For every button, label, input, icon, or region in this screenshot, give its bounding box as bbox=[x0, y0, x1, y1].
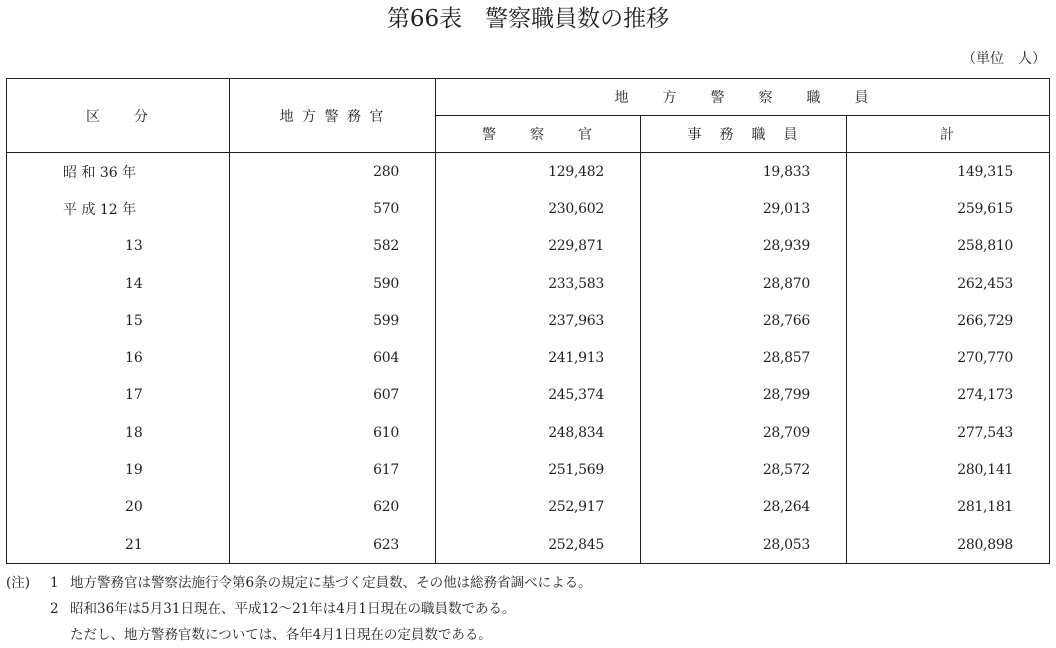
footnote-number: 1 bbox=[50, 575, 59, 591]
staff-table bbox=[6, 78, 1050, 564]
cell-police-officer: 233,583 bbox=[436, 265, 641, 302]
cell-police-officer: 129,482 bbox=[436, 153, 641, 191]
cell-admin-staff: 29,013 bbox=[641, 190, 847, 227]
cell-total: 277,543 bbox=[847, 414, 1050, 451]
cell-admin-staff: 28,709 bbox=[641, 414, 847, 451]
cell-local-officer: 590 bbox=[230, 265, 436, 302]
cell-police-officer: 245,374 bbox=[436, 377, 641, 414]
cell-admin-staff: 19,833 bbox=[641, 153, 847, 191]
cell-admin-staff: 28,870 bbox=[641, 265, 847, 302]
table-row bbox=[7, 414, 1050, 451]
cell-local-officer: 570 bbox=[230, 190, 436, 227]
footnote-2 bbox=[6, 596, 592, 622]
cell-total: 280,898 bbox=[847, 526, 1050, 564]
cell-total: 281,181 bbox=[847, 489, 1050, 526]
cell-local-officer: 599 bbox=[230, 302, 436, 339]
cell-admin-staff: 28,766 bbox=[641, 302, 847, 339]
table-row bbox=[7, 302, 1050, 339]
table-row bbox=[7, 377, 1050, 414]
cell-police-officer: 251,569 bbox=[436, 451, 641, 488]
cell-admin-staff: 28,857 bbox=[641, 339, 847, 376]
unit-label: （単位 人） bbox=[962, 51, 1046, 67]
row-year-label: 14 bbox=[7, 265, 230, 302]
cell-police-officer: 248,834 bbox=[436, 414, 641, 451]
cell-local-officer: 623 bbox=[230, 526, 436, 564]
header-total: 計 bbox=[847, 116, 1050, 153]
cell-police-officer: 237,963 bbox=[436, 302, 641, 339]
cell-local-officer: 610 bbox=[230, 414, 436, 451]
footnote-text: 昭和36年は5月31日現在、平成12～21年は4月1日現在の職員数である。 bbox=[70, 601, 516, 617]
table-row bbox=[7, 489, 1050, 526]
cell-police-officer: 252,917 bbox=[436, 489, 641, 526]
cell-total: 258,810 bbox=[847, 228, 1050, 265]
cell-admin-staff: 28,939 bbox=[641, 228, 847, 265]
footnote-1 bbox=[6, 570, 592, 596]
row-year-label: 19 bbox=[7, 451, 230, 488]
header-police-officer: 警 察 官 bbox=[436, 116, 641, 153]
cell-total: 262,453 bbox=[847, 265, 1050, 302]
cell-total: 149,315 bbox=[847, 153, 1050, 191]
table-body bbox=[7, 153, 1050, 564]
header-local-officer: 地 方 警 務 官 bbox=[230, 79, 436, 153]
row-year-label: 13 bbox=[7, 228, 230, 265]
row-year-label: 平 成 12 年 bbox=[7, 190, 230, 227]
cell-total: 270,770 bbox=[847, 339, 1050, 376]
cell-police-officer: 241,913 bbox=[436, 339, 641, 376]
cell-local-officer: 607 bbox=[230, 377, 436, 414]
cell-admin-staff: 28,264 bbox=[641, 489, 847, 526]
row-year-label: 昭 和 36 年 bbox=[7, 153, 230, 191]
cell-local-officer: 280 bbox=[230, 153, 436, 191]
cell-local-officer: 582 bbox=[230, 228, 436, 265]
table-row bbox=[7, 265, 1050, 302]
header-category: 区 分 bbox=[7, 79, 230, 153]
table-row bbox=[7, 451, 1050, 488]
cell-police-officer: 230,602 bbox=[436, 190, 641, 227]
cell-total: 280,141 bbox=[847, 451, 1050, 488]
cell-admin-staff: 28,799 bbox=[641, 377, 847, 414]
row-year-label: 18 bbox=[7, 414, 230, 451]
cell-total: 259,615 bbox=[847, 190, 1050, 227]
row-year-label: 21 bbox=[7, 526, 230, 564]
cell-admin-staff: 28,053 bbox=[641, 526, 847, 564]
cell-admin-staff: 28,572 bbox=[641, 451, 847, 488]
cell-local-officer: 604 bbox=[230, 339, 436, 376]
table-row bbox=[7, 153, 1050, 191]
footnote-number: 2 bbox=[50, 601, 59, 617]
cell-police-officer: 252,845 bbox=[436, 526, 641, 564]
cell-police-officer: 229,871 bbox=[436, 228, 641, 265]
header-local-staff: 地 方 警 察 職 員 bbox=[436, 79, 1050, 116]
cell-total: 266,729 bbox=[847, 302, 1050, 339]
page-title: 第66表 警察職員数の推移 bbox=[386, 6, 670, 32]
footnote-2-continuation: ただし、地方警務官数については、各年4月1日現在の定員数である。 bbox=[70, 627, 492, 643]
row-year-label: 17 bbox=[7, 377, 230, 414]
cell-total: 274,173 bbox=[847, 377, 1050, 414]
cell-local-officer: 617 bbox=[230, 451, 436, 488]
cell-local-officer: 620 bbox=[230, 489, 436, 526]
table-row bbox=[7, 339, 1050, 376]
footnote-text: 地方警務官は警察法施行令第6条の規定に基づく定員数、その他は総務省調べによる。 bbox=[70, 575, 592, 591]
table-row bbox=[7, 228, 1050, 265]
row-year-label: 20 bbox=[7, 489, 230, 526]
table-row bbox=[7, 190, 1050, 227]
table-row bbox=[7, 526, 1050, 564]
footnotes bbox=[6, 570, 592, 648]
header-admin-staff: 事 務 職 員 bbox=[641, 116, 847, 153]
row-year-label: 15 bbox=[7, 302, 230, 339]
footnote-prefix: (注) bbox=[6, 575, 31, 591]
row-year-label: 16 bbox=[7, 339, 230, 376]
